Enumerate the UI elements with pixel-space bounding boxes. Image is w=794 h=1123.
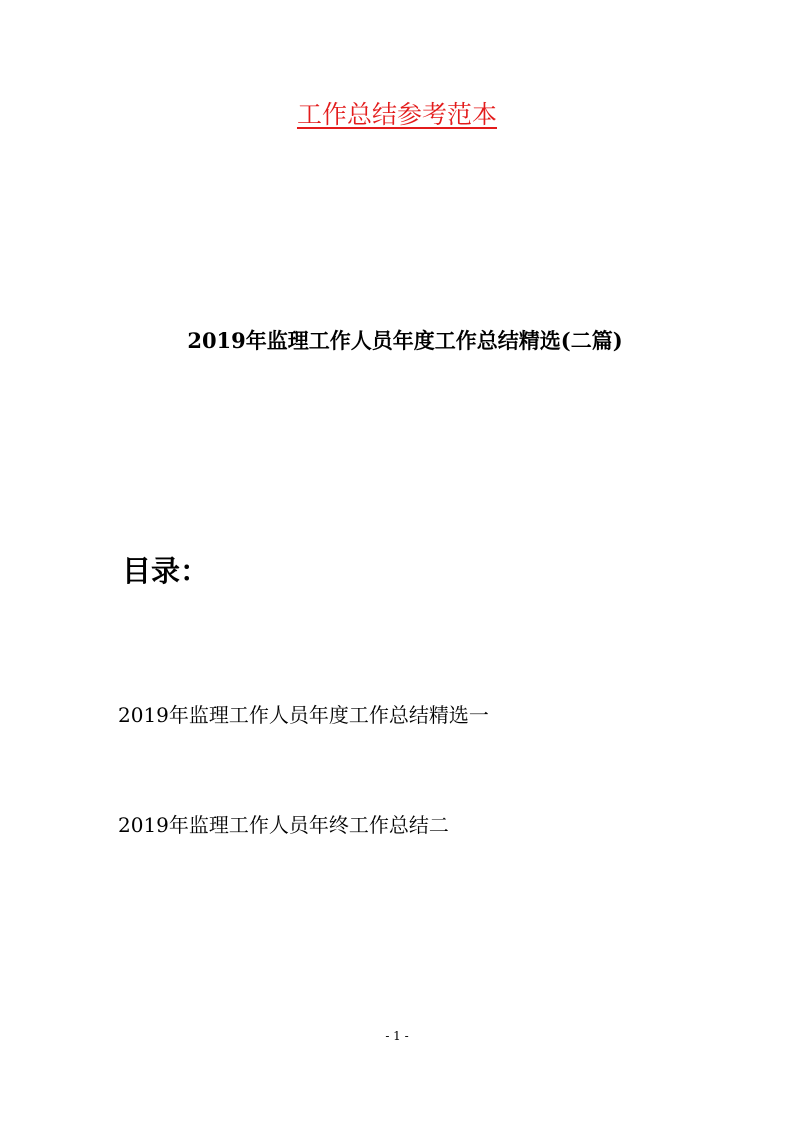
toc-heading: 目录：	[122, 554, 210, 588]
document-title: 2019年监理工作人员年度工作总结精选(二篇)	[187, 328, 623, 353]
toc-item-2: 2019年监理工作人员年终工作总结二	[118, 813, 449, 837]
header-title	[0, 97, 794, 133]
toc-list	[118, 698, 489, 918]
page-number: - 1 -	[385, 1029, 409, 1043]
header-title-text: 工作总结参考范本	[296, 100, 497, 129]
toc-item-1: 2019年监理工作人员年度工作总结精选一	[118, 703, 489, 727]
